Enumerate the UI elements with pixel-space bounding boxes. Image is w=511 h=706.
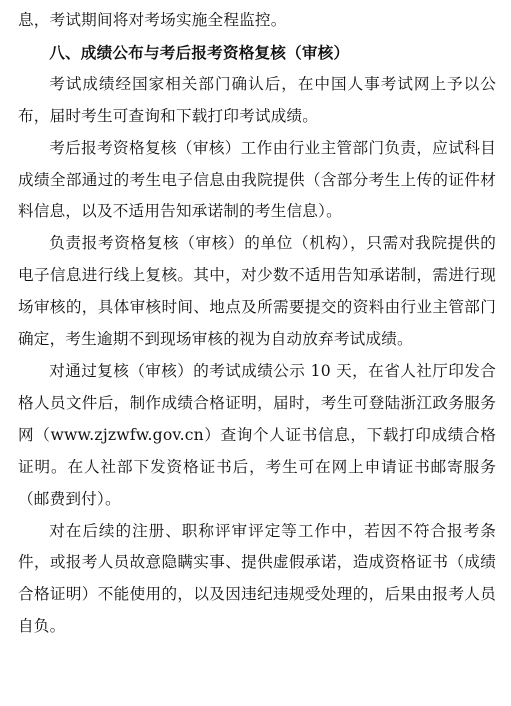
paragraph-qualification-review: 考后报考资格复核（审核）工作由行业主管部门负责，应试科目成绩全部通过的考生电子信息由我院提供（含部分考生上传的证件材料信息，以及不适用告知承诺制的考生信息）。 — [18, 138, 496, 221]
paragraph-results-publication: 考试成绩经国家相关部门确认后，在中国人事考试网上予以公布，届时考生可查询和下载打印考试成绩。 — [18, 74, 496, 125]
paragraph-consequences: 对在后续的注册、职称评审评定等工作中，若因不符合报考条件，或报考人员故意隐瞒实事、提供虚假承诺，造成资格证书（成绩合格证明）不能使用的，以及因违纪违规受处理的，后果由报考人员自负。 — [18, 521, 496, 636]
document-page — [18, 5, 496, 643]
paragraph-certificate: 对通过复核（审核）的考试成绩公示 10 天，在省人社厅印发合格人员文件后，制作成绩合格证明，届时，考生可登陆浙江政务服务网（www.zjzwfw.gov.cn）查询个人证书信息，下载打印成绩合格证明。在人社部下发资格证书后，考生可在网上申请证书邮寄服务（邮费到付）。 — [18, 361, 496, 508]
section-heading: 八、成绩公布与考后报考资格复核（审核） — [49, 42, 350, 62]
paragraph-review-units: 负责报考资格复核（审核）的单位（机构），只需对我院提供的电子信息进行线上复核。其中，对少数不适用告知承诺制，需进行现场审核的，具体审核时间、地点及所需要提交的资料由行业主管部门确定，考生逾期不到现场审核的视为自动放弃考试成绩。 — [18, 234, 496, 349]
lead-line: 息，考试期间将对考场实施全程监控。 — [18, 11, 287, 29]
